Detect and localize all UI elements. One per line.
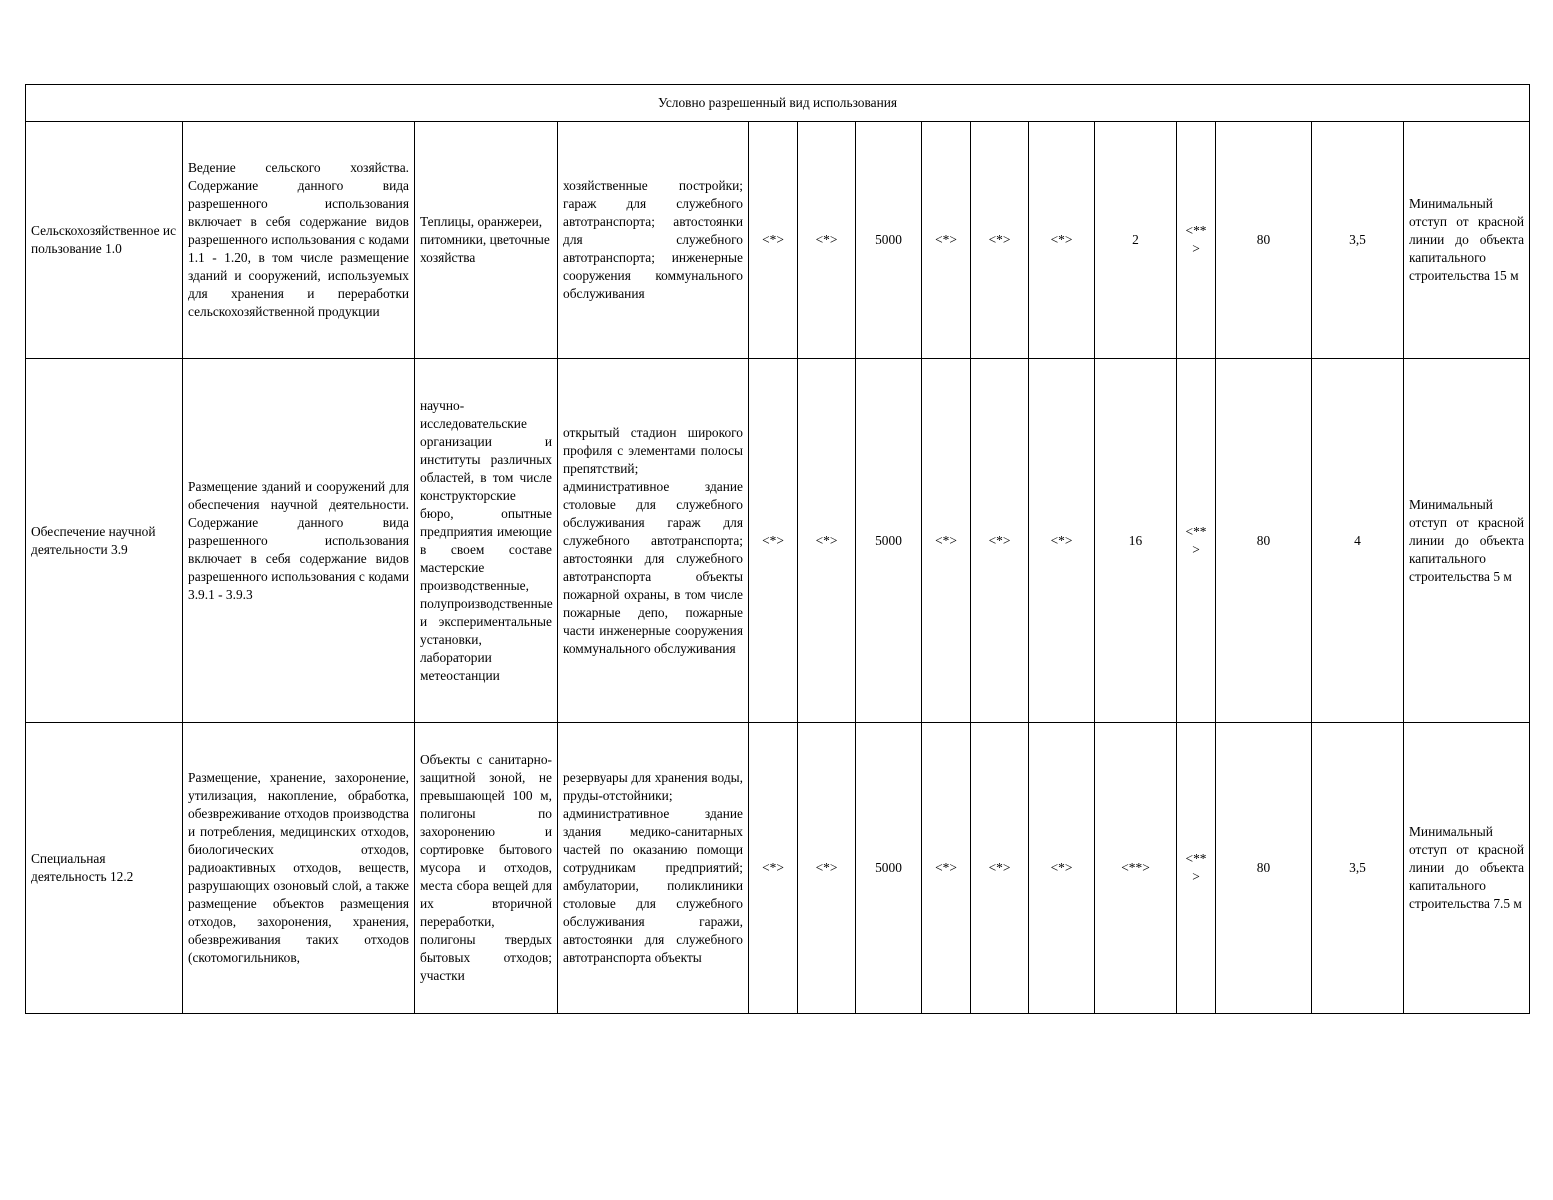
param-cell: 5000 <box>856 723 922 1014</box>
table-caption: Условно разрешенный вид использования <box>26 85 1530 122</box>
param-cell: <*> <box>971 723 1029 1014</box>
param-cell: <*> <box>922 122 971 359</box>
use-description-cell: Ведение сельского хозяйства. Содержание данного вида разрешенного использования включает в себя содержание видов разрешенного использования с кодами 1.1 - 1.20, в том числе размещение зданий и сооружений, используемых для хранения и переработки сельскохозяйственной продукции <box>183 122 415 359</box>
param-cell: 4 <box>1312 359 1404 723</box>
auxiliary-use-cell: резервуары для хранения воды, пруды-отстойники; административное здание здания медико-санитарных частей по оказанию помощи сотрудникам предприятий; амбулатории, поликлиники столовые для служебного обслуживания гаражи, автостоянки для служебного автотранспорта объекты <box>558 723 749 1014</box>
param-cell: <*> <box>971 359 1029 723</box>
main-objects-cell: Теплицы, оранжереи, питомники, цветочные хозяйства <box>415 122 558 359</box>
main-objects-cell: Объекты с санитарно-защитной зоной, не превышающей 100 м, полигоны по захоронению и сортировке бытового мусора и отходов, места сбора вещей для их вторичной переработки, полигоны твердых бытовых отходов; участки <box>415 723 558 1014</box>
param-cell: <*> <box>798 359 856 723</box>
param-cell: 80 <box>1216 122 1312 359</box>
param-cell: 2 <box>1095 122 1177 359</box>
param-cell: 5000 <box>856 122 922 359</box>
use-description-cell: Размещение зданий и сооружений для обеспечения научной деятельности. Содержание данного вида разрешенного использования включает в себя содержание видов разрешенного использования с кодами 3.9.1 - 3.9.3 <box>183 359 415 723</box>
param-cell: <**> <box>1177 723 1216 1014</box>
main-objects-cell: научно-исследовательские организации и институты различных областей, в том числе конструкторские бюро, опытные предприятия имеющие в своем составе мастерские производственные, полупроизводственные и экспериментальные установки, лаборатории метеостанции <box>415 359 558 723</box>
use-description-cell: Размещение, хранение, захоронение, утилизация, накопление, обработка, обезвреживание отходов производства и потребления, медицинских отходов, биологических отходов, радиоактивных отходов, веществ, разрушающих озоновый слой, а также размещение объектов размещения отходов, захоронения, хранения, обезвреживания таких отходов (скотомогильников, <box>183 723 415 1014</box>
param-cell: 3,5 <box>1312 122 1404 359</box>
param-cell: 80 <box>1216 723 1312 1014</box>
note-cell: Минимальный отступ от красной линии до объекта капитального строительства 5 м <box>1404 359 1530 723</box>
auxiliary-use-cell: открытый стадион широкого профиля с элементами полосы препятствий; административное здание столовые для служебного обслуживания гараж для служебного автотранспорта; автостоянки для служебного автотранспорта объекты пожарной охраны, в том числе пожарные депо, пожарные части инженерные сооружения коммунального обслуживания <box>558 359 749 723</box>
table-caption-row <box>26 85 1530 122</box>
table-row <box>26 122 1530 359</box>
param-cell: <*> <box>971 122 1029 359</box>
param-cell: <**> <box>1095 723 1177 1014</box>
use-name-cell: Специальная деятельность 12.2 <box>26 723 183 1014</box>
param-cell: 3,5 <box>1312 723 1404 1014</box>
param-cell: 80 <box>1216 359 1312 723</box>
use-name-cell: Сельскохозяйственное использование 1.0 <box>26 122 183 359</box>
param-cell: <*> <box>798 122 856 359</box>
note-cell: Минимальный отступ от красной линии до объекта капитального строительства 7.5 м <box>1404 723 1530 1014</box>
param-cell: <**> <box>1177 122 1216 359</box>
table-row <box>26 723 1530 1014</box>
table-row <box>26 359 1530 723</box>
param-cell: <*> <box>922 723 971 1014</box>
land-use-table <box>25 84 1530 1014</box>
auxiliary-use-cell: хозяйственные постройки; гараж для служебного автотранспорта; автостоянки для служебного автотранспорта; инженерные сооружения коммунального обслуживания <box>558 122 749 359</box>
param-cell: <*> <box>922 359 971 723</box>
param-cell: <*> <box>749 359 798 723</box>
param-cell: <*> <box>1029 359 1095 723</box>
param-cell: <**> <box>1177 359 1216 723</box>
param-cell: <*> <box>749 723 798 1014</box>
param-cell: 16 <box>1095 359 1177 723</box>
param-cell: <*> <box>1029 723 1095 1014</box>
param-cell: 5000 <box>856 359 922 723</box>
use-name-cell: Обеспечение научной деятельности 3.9 <box>26 359 183 723</box>
param-cell: <*> <box>1029 122 1095 359</box>
param-cell: <*> <box>798 723 856 1014</box>
param-cell: <*> <box>749 122 798 359</box>
note-cell: Минимальный отступ от красной линии до объекта капитального строительства 15 м <box>1404 122 1530 359</box>
